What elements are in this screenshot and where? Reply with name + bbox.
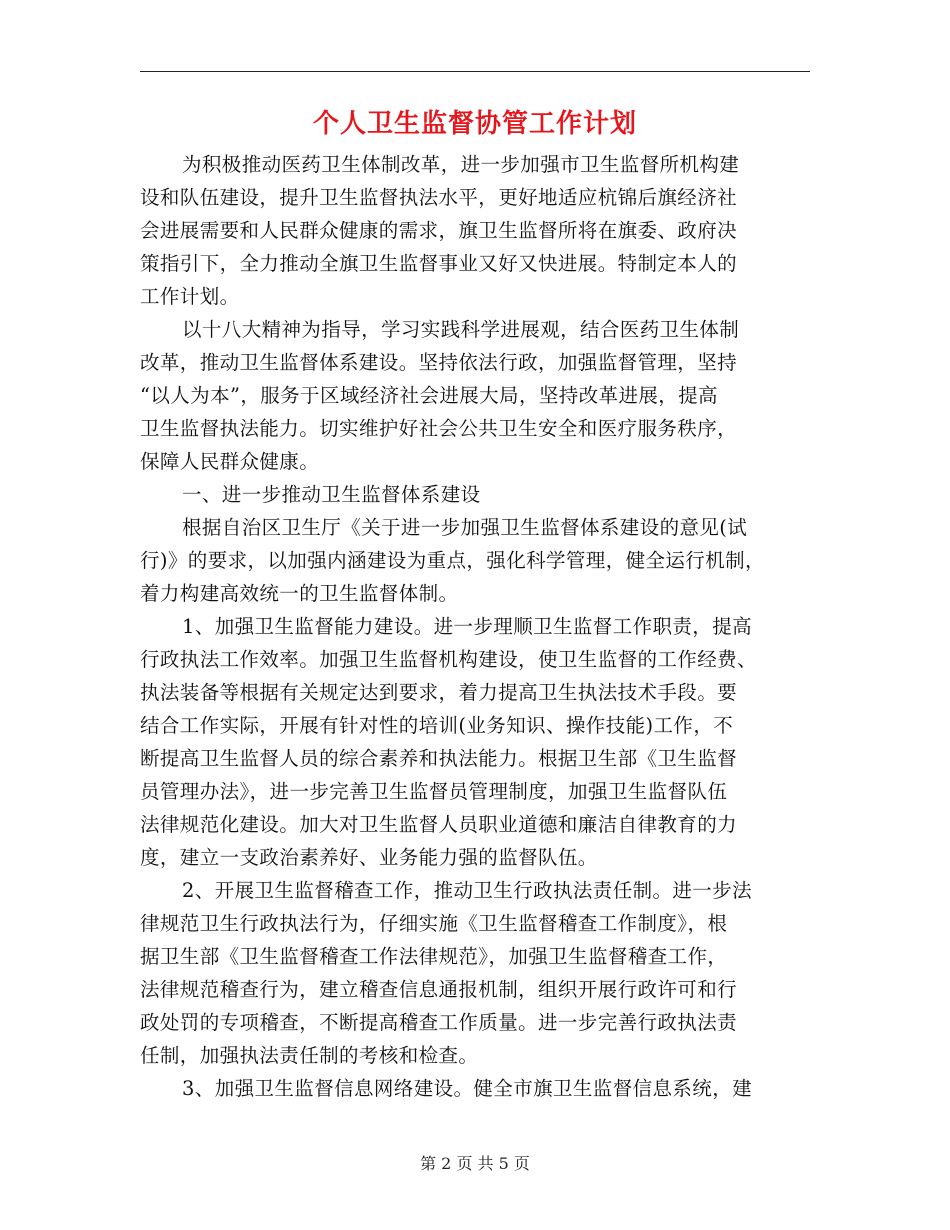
text-line: 设和队伍建设，提升卫生监督执法水平，更好地适应杭锦后旗经济社 bbox=[140, 186, 738, 209]
text-line: 结合工作实际，开展有针对性的培训(业务知识、操作技能)工作，不 bbox=[140, 714, 734, 737]
section-heading-1 bbox=[140, 478, 810, 511]
text-line: 2、开展卫生监督稽查工作，推动卫生行政执法责任制。进一步法 bbox=[182, 879, 753, 902]
text-line: 律规范卫生行政执法行为，仔细实施《卫生监督稽查工作制度》，根 bbox=[140, 912, 728, 935]
paragraph-item-2 bbox=[140, 874, 810, 1072]
header-rule bbox=[140, 71, 810, 72]
text-line: 3、加强卫生监督信息网络建设。健全市旗卫生监督信息系统，建 bbox=[182, 1077, 753, 1100]
text-line: 行)》的要求，以加强内涵建设为重点，强化科学管理，健全运行机制， bbox=[140, 549, 765, 572]
paragraph-section-1-intro bbox=[140, 511, 810, 610]
page-number: 第 2 页 共 5 页 bbox=[420, 1154, 530, 1173]
text-line: 工作计划。 bbox=[140, 285, 240, 308]
text-line: 保障人民群众健康。 bbox=[140, 450, 320, 473]
paragraph-intro bbox=[140, 148, 810, 313]
paragraph-item-3 bbox=[140, 1072, 810, 1105]
text-line: “以人为本”，服务于区域经济社会进展大局，坚持改革进展，提高 bbox=[140, 384, 718, 407]
text-line: 行政执法工作效率。加强卫生监督机构建设，使卫生监督的工作经费、 bbox=[140, 648, 757, 671]
text-line: 法律规范稽查行为，建立稽查信息通报机制，组织开展行政许可和行 bbox=[140, 978, 738, 1001]
text-line: 卫生监督执法能力。切实维护好社会公共卫生安全和医疗服务秩序， bbox=[140, 417, 738, 440]
text-line: 会进展需要和人民群众健康的需求，旗卫生监督所将在旗委、政府决 bbox=[140, 219, 738, 242]
text-line: 1、加强卫生监督能力建设。进一步理顺卫生监督工作职责，提高 bbox=[182, 615, 753, 638]
text-line: 度，建立一支政治素养好、业务能力强的监督队伍。 bbox=[140, 846, 598, 869]
text-line: 据卫生部《卫生监督稽查工作法律规范》，加强卫生监督稽查工作， bbox=[140, 945, 728, 968]
paragraph-guiding-principle bbox=[140, 313, 810, 478]
text-line: 执法装备等根据有关规定达到要求，着力提高卫生执法技术手段。要 bbox=[140, 681, 738, 704]
text-line: 为积极推动医药卫生体制改革，进一步加强市卫生监督所机构建 bbox=[182, 153, 740, 176]
section-heading-text: 一、进一步推动卫生监督体系建设 bbox=[182, 483, 481, 506]
text-line: 法律规范化建设。加大对卫生监督人员职业道德和廉洁自律教育的力 bbox=[140, 813, 738, 836]
text-line: 政处罚的专项稽查，不断提高稽查工作质量。进一步完善行政执法责 bbox=[140, 1011, 738, 1034]
text-line: 以十八大精神为指导，学习实践科学进展观，结合医药卫生体制 bbox=[182, 318, 740, 341]
document-body bbox=[140, 148, 810, 1105]
text-line: 任制，加强执法责任制的考核和检查。 bbox=[140, 1044, 479, 1067]
text-line: 改革，推动卫生监督体系建设。坚持依法行政，加强监督管理，坚持 bbox=[140, 351, 738, 374]
text-line: 员管理办法》，进一步完善卫生监督员管理制度，加强卫生监督队伍 bbox=[140, 780, 728, 803]
paragraph-item-1 bbox=[140, 610, 810, 874]
text-line: 根据自治区卫生厅《关于进一步加强卫生监督体系建设的意见(试 bbox=[182, 516, 748, 539]
document-title: 个人卫生监督协管工作计划 bbox=[312, 109, 637, 139]
text-line: 策指引下，全力推动全旗卫生监督事业又好又快进展。特制定本人的 bbox=[140, 252, 738, 275]
text-line: 着力构建高效统一的卫生监督体制。 bbox=[140, 582, 459, 605]
text-line: 断提高卫生监督人员的综合素养和执法能力。根据卫生部《卫生监督 bbox=[140, 747, 738, 770]
